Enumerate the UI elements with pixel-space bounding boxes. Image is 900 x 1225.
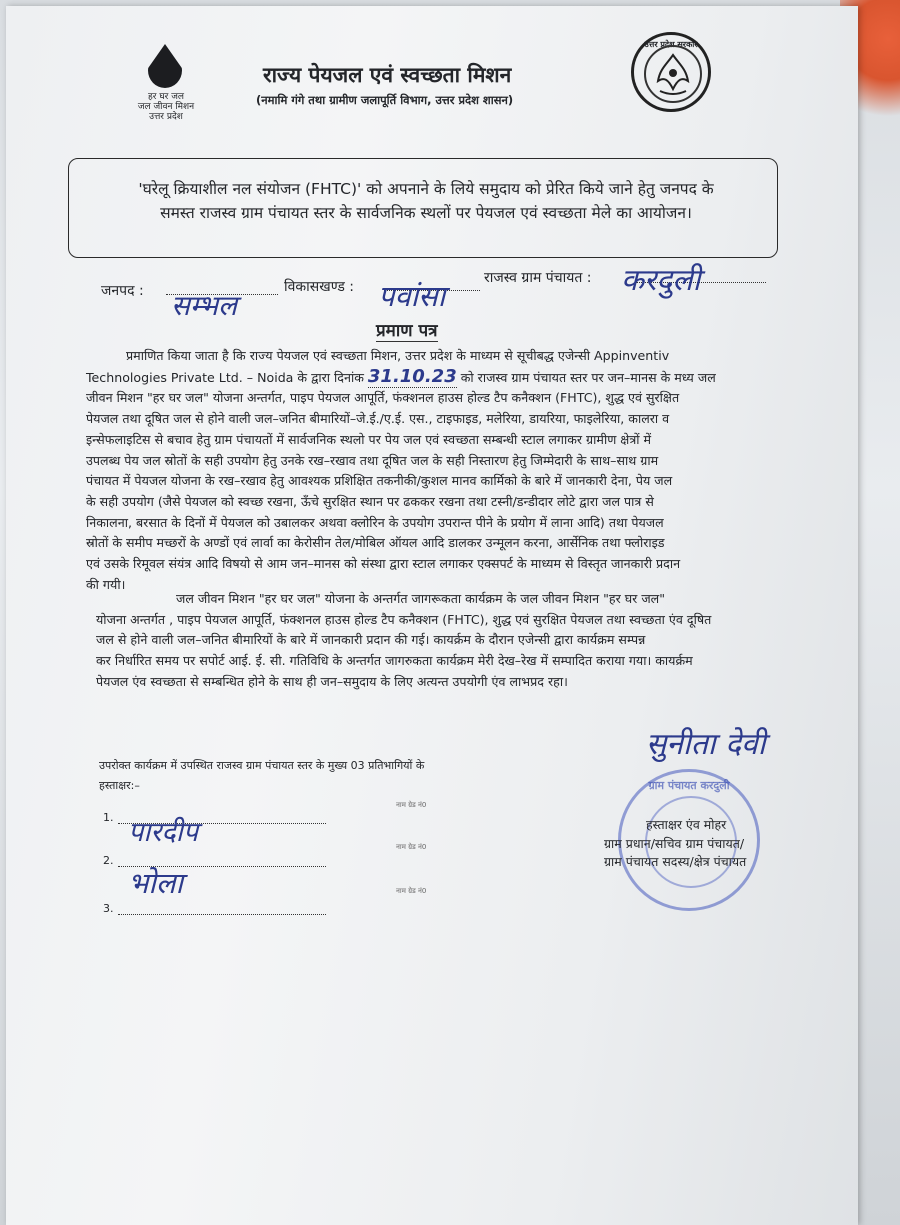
participant-number-1: 1.	[103, 811, 114, 824]
date-value: 31.10.23	[367, 365, 457, 387]
emblem-icon	[644, 45, 702, 103]
signatory-line-2: ग्राम प्रधान/सचिव ग्राम पंचायत/	[604, 836, 745, 851]
water-drop-icon	[148, 44, 182, 88]
stamp-text: ग्राम पंचायत करदुली	[648, 779, 730, 792]
certificate-paragraph-1: प्रमाणित किया जाता है कि राज्य पेयजल एवं स्वच्छता मिशन, उत्तर प्रदेश के माध्यम से सूचीबद्ध एजेन्सी Appinventiv Technologies Private Ltd. – Noida के द्वारा दिनांक 31.10.23 को राजस्व ग्राम पंचायत स्तर पर जन–मानस के मध्य जल जीवन मिशन "हर घर जल" योजना अन्तर्गत, पाइप पेयजल आपूर्ति, फंक्शनल हाउस होल्ड टैप कनैक्शन (FHTC), शुद्ध एवं सुरक्षित पेयजल तथा दूषित जल से होने वाली जल–जनित बीमारियों–जे.ई./ए.ई. एस., टाइफाइड, मलेरिया, डायरिया, फाइलेरिया, कालरा व इन्सेफलाइटिस से बचाव हेतु ग्राम पंचायतों में सार्वजनिक स्थलो पर पेय जल एवं स्वच्छता सम्बन्धी स्टाल लगाकर ग्रामीण क्षेत्रों में उपलब्ध पेय जल स्रोतों के सही उपयोग हेतु उनके रख–रखाव तथा दूषित जल के सही निस्तारण हेतु जिम्मेदारी के साथ–साथ ग्राम पंचायत में पेयजल योजना के रख–रखाव हेतु आवश्यक प्रशिक्षित तकनीकी/कुशल मानव कार्मिको के बारे में जानकारी देना, पेय जल के सही उपयोग (जैसे पेयजल को स्वच्छ रखना, ऊँचे सुरक्षित स्थान पर ढककर रखना तथा टस्नी/डन्डीदार लोटे द्वारा जल पात्र से निकालना, बरसात के दिनों में पेयजल को उबालकर अथवा क्लोरिन के उपयोग उपरान्त पीने के प्रयोग में लाना आदि) तथा पेयजल स्रोतों के समीप मच्छरों के अण्डों एवं लार्वा का केरोसीन तेल/मोबिल ऑयल आदि डालकर उन्मूलन करना, आर्सेनिक तथा फ्लोराइड एवं उसके रिमूवल संयंत्र आदि विषयो से आम जन–मानस को संस्था द्वारा स्टाल लगाकर एक्सपर्ट के माध्यम से विस्तृत जानकारी प्रदान की गयी।	[86, 346, 779, 595]
subject-line-2: समस्त राजस्व ग्राम पंचायत स्तर के सार्वजनिक स्थलों पर पेयजल एवं स्वच्छता मेले का आयोजन।	[160, 204, 692, 222]
participants-intro: उपरोक्त कार्यक्रम में उपस्थित राजस्व ग्राम पंचायत स्तर के मुख्य 03 प्रतिभागियों के	[99, 759, 425, 772]
participant-name-2: भोला	[128, 866, 184, 900]
participant-note-2: नाम ग्रेड नं0	[396, 843, 427, 851]
participant-note-3: नाम ग्रेड नं0	[396, 887, 427, 895]
subject-line-1: 'घरेलू क्रियाशील नल संयोजन (FHTC)' को अपनाने के लिये समुदाय को प्रेरित किये जाने हेतु जनपद के	[138, 180, 714, 198]
block-label: विकासखण्ड :	[284, 279, 355, 295]
date-line: Technologies Private Ltd. – Noida के द्वारा दिनांक 31.10.23 को राजस्व ग्राम पंचायत स्तर पर जन–मानस के मध्य जल	[86, 365, 716, 387]
gram-panchayat-value: करदुली	[621, 263, 701, 298]
header-subtitle: (नमामि गंगे तथा ग्रामीण जलापूर्ति विभाग, उत्तर प्रदेश शासन)	[256, 93, 514, 107]
signatory-line-1: हस्ताक्षर एंव मोहर	[646, 817, 727, 832]
district-value: सम्भल	[171, 289, 237, 322]
participants-sign-label: हस्ताक्षर:–	[99, 779, 140, 792]
participant-name-1: पारदीप	[128, 817, 199, 848]
subject-box	[68, 158, 778, 258]
district-label: जनपद :	[101, 283, 144, 299]
participant-number-3: 3.	[103, 902, 114, 915]
participant-note-1: नाम ग्रेड नं0	[396, 801, 427, 809]
certificate-title: प्रमाण पत्र	[376, 318, 438, 342]
block-value: पवांसा	[378, 279, 446, 313]
signatory-line-3: ग्राम पंचायत सदस्य/क्षेत्र पंचायत	[604, 854, 747, 869]
header-title: राज्य पेयजल एवं स्वच्छता मिशन	[263, 63, 512, 87]
signatory-signature: सुनीता देवी	[646, 727, 766, 762]
up-government-emblem	[631, 32, 711, 112]
certificate-paragraph-2: जल जीवन मिशन "हर घर जल" योजना के अन्तर्गत जागरूकता कार्यक्रम के जल जीवन मिशन "हर घर जल" योजना अन्तर्गत , पाइप पेयजल आपूर्ति, फंक्शनल हाउस होल्ड टैप कनैक्शन (FHTC), शुद्ध एवं सुरक्षित पेयजल तथा स्वच्छता एंव दूषित जल से होने वाली जल–जनित बीमारियों के बारे में जानकारी प्रदान की गई। कायर्क्रम के दौरान एजेन्सी द्वारा कार्यक्रम सम्पन्न कर निर्धारित समय पर सपोर्ट आई. ई. सी. गतिविधि के अन्तर्गत जागरुकता कार्यक्रम मेरी देख–रेख में सम्पादित कराया गया। कायर्क्रम पेयजल एंव स्वच्छता से सम्बन्धित होने के साथ ही जन–समुदाय के लिए अत्यन्त उपयोगी एंव लाभप्रद रहा।	[96, 591, 712, 689]
participant-number-2: 2.	[103, 854, 114, 867]
emblem-text: उत्तर प्रदेश सरकार	[644, 40, 698, 49]
document-page	[6, 6, 858, 1225]
jal-jeevan-mission-logo	[126, 42, 206, 132]
logo-caption: हर घर जल जल जीवन मिशन उत्तर प्रदेश	[137, 92, 195, 122]
participant-line-3	[118, 914, 326, 915]
gram-panchayat-label: राजस्व ग्राम पंचायत :	[484, 270, 592, 286]
